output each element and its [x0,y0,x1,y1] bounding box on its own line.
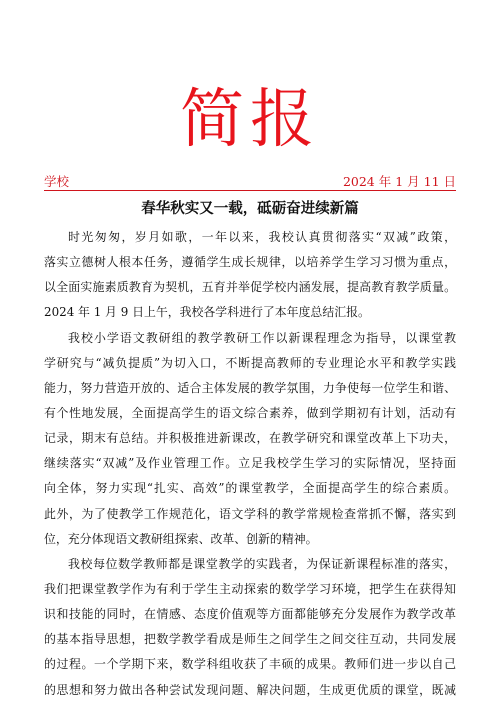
masthead-divider [44,190,456,191]
body-line: 以全面实施素质教育为契机，五育并举促学校内涵发展，提高教育教学质量。 [44,280,456,295]
meta-row [44,172,456,190]
body-line: 我校小学语文教研组的教学教研工作以新课程理念为指导，以课堂教 [68,330,456,345]
school-label: 学校 [44,174,70,189]
body-line: 我们把课堂教学作为有利于学生主动探索的数学学习环境，把学生在获得知 [44,581,456,596]
body-line: 落实立德树人根本任务，遵循学生成长规律，以培养学生学习习惯为重点， [44,255,456,270]
masthead-title: 简报 [180,83,320,157]
body-line: 此外，为了使教学工作规范化，语文学科的教学常规检查常抓不懈，落实到 [44,506,456,521]
body-line: 有个性地发展，全面提高学生的语文综合素养，做到学期初有计划，活动有 [44,405,456,420]
body-line: 2024 年 1 月 9 日上午，我校各学科进行了本年度总结汇报。 [44,305,370,320]
body-line: 记录，期末有总结。并积极推进新课改，在教学研究和课堂改革上下功夫， [44,431,456,446]
body-line: 时光匆匆，岁月如歌，一年以来，我校认真贯彻落实“双减”政策， [68,230,456,244]
body-line: 向全体，努力实现“扎实、高效”的课堂教学，全面提高学生的综合素质。 [44,481,456,496]
issue-date: 2024 年 1 月 11 日 [342,174,456,189]
body-line: 识和技能的同时，在情感、态度价值观等方面都能够充分发展作为教学改革 [44,607,456,622]
body-line: 我校每位数学教师都是课堂教学的实践者，为保证新课程标准的落实， [68,556,456,571]
body-line: 的基本指导思想，把数学教学看成是师生之间学生之间交往互动，共同发展 [44,632,456,647]
body-line: 能力，努力营造开放的、适合主体发展的教学氛围，力争使每一位学生和谐、 [44,380,456,395]
body-line: 位，充分体现语文教研组探索、改革、创新的精神。 [44,531,318,546]
article-body [44,225,456,703]
body-line: 学研究与“减负提质”为切入口，不断提高教师的专业理论水平和教学实践 [44,355,456,370]
body-line: 的过程。一个学期下来，数学科组收获了丰硕的成果。教师们进一步以自己 [44,657,456,672]
body-line: 继续落实“双减”及作业管理工作。立足我校学生学习的实际情况，坚持面 [44,456,456,471]
article-headline: 春华秋实又一载，砥砺奋进续新篇 [141,201,359,217]
body-line: 的思想和努力做出各种尝试发现问题、解决问题，生成更优质的课堂，既减 [44,682,456,697]
